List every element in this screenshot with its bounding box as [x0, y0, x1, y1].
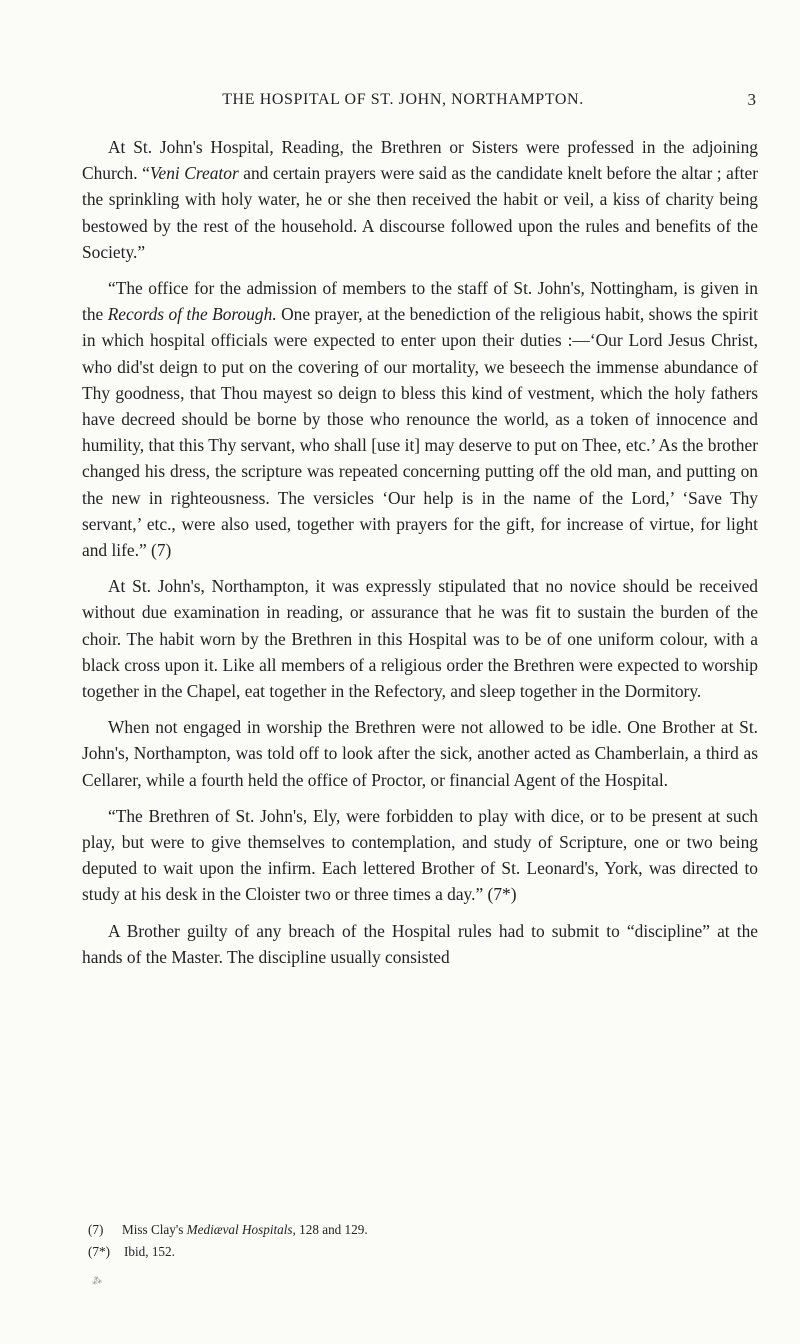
- paragraph-discipline: [82, 918, 758, 970]
- paragraph-reading: [82, 134, 758, 265]
- paragraph-ely: [82, 803, 758, 908]
- paragraph-nottingham: [82, 275, 758, 563]
- paragraph-text: “The Brethren of St. John's, Ely, were forbidden to play with dice, or to be present at such play, but were to give themselves to contemplation, and study of Scripture, one or two being deputed to wait upon the infirm. Each lettered Brother of St. Leonard's, York, was directed to study at his desk in the Cloister two or three times a day.” (7*): [82, 805, 758, 905]
- paragraph-text: and certain prayers were said as the candidate knelt before the altar ; after the sprinkling with holy water, he or she then received the habit or veil, a kiss of charity being bestowed by the rest of the household. A discourse followed upon the rules and benefits of the Society.”: [82, 163, 759, 262]
- paragraph-duties: [82, 714, 758, 793]
- ink-mark-icon: ⁂: [90, 1275, 104, 1288]
- body-text: [82, 134, 758, 970]
- page-header: [80, 91, 756, 113]
- italic-title: Veni Creator: [149, 163, 239, 184]
- footnote-7-star: [88, 1241, 748, 1263]
- paragraph-text: “The office for the admission of members to the staff of St. John's, Nottingham, is given in the: [82, 278, 758, 325]
- paragraph-northampton: [82, 573, 758, 704]
- paragraph-text: A Brother guilty of any breach of the Hospital rules had to submit to “discipline” at the hands of the Master. The discipline usually consisted: [82, 920, 758, 967]
- footnote-mark: (7*): [88, 1244, 110, 1259]
- footnote-text: [122, 1219, 368, 1241]
- footnote-mark: (7): [88, 1222, 104, 1237]
- footnote-text: [124, 1241, 175, 1263]
- footnote-text-part: Miss Clay's: [122, 1222, 187, 1237]
- footnote-7: [88, 1219, 748, 1241]
- paragraph-text: At St. John's Hospital, Reading, the Brethren or Sisters were professed in the adjoining Church. “: [82, 137, 758, 184]
- footnote-italic-title: Mediæval Hospitals,: [186, 1222, 296, 1237]
- running-title: THE HOSPITAL OF ST. JOHN, NORTHAMPTON.: [222, 91, 584, 108]
- paragraph-text: One prayer, at the benediction of the religious habit, shows the spirit in which hospital officials were expected to enter upon their duties :—‘Our Lord Jesus Christ, who did'st deign to put on the covering of our mortality, we beseech the immense abundance of Thy goodness, that Thou mayest so deign to bless this kind of vestment, which the holy fathers have decreed should be borne by those who renounce the world, as a token of innocence and humility, that this Thy servant, who shall [use it] may deserve to put on Thee, etc.’ As the brother changed his dress, the scripture was repeated concerning putting off the old man, and putting on the new in righteousness. The versicles ‘Our help is in the name of the Lord,’ ‘Save Thy servant,’ etc., were also used, together with prayers for the gift, for increase of virtue, for light and life.” (7): [82, 304, 759, 561]
- page-number: 3: [747, 90, 756, 109]
- footnote-text-part: Ibid, 152.: [123, 1244, 175, 1259]
- footnote-text-part: 128 and 129.: [295, 1222, 368, 1237]
- italic-title: Records of the Borough.: [107, 304, 277, 325]
- footnotes: [88, 1219, 748, 1263]
- paragraph-text: At St. John's, Northampton, it was expressly stipulated that no novice should be received without due examination in reading, or assurance that he was fit to sustain the burden of the choir. The habit worn by the Brethren in this Hospital was to be of one uniform colour, with a black cross upon it. Like all members of a religious order the Brethren were expected to worship together in the Chapel, eat together in the Refectory, and sleep together in the Dormitory.: [82, 576, 758, 702]
- paragraph-text: When not engaged in worship the Brethren were not allowed to be idle. One Brother at St. John's, Northampton, was told off to look after the sick, another acted as Chamberlain, a third as Cellarer, while a fourth held the office of Proctor, or financial Agent of the Hospital.: [82, 717, 758, 790]
